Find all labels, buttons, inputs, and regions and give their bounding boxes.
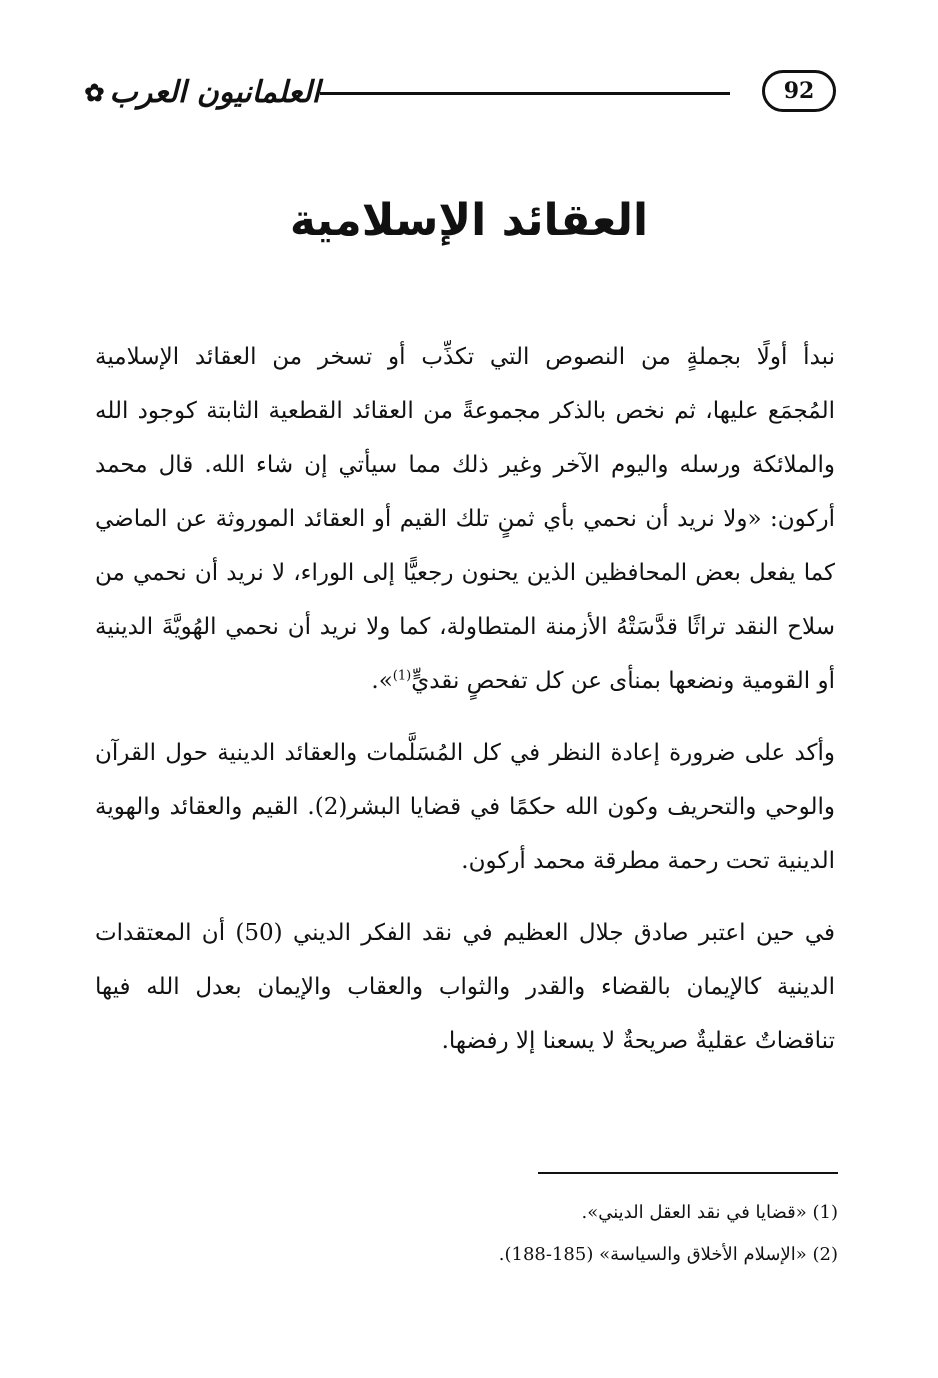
footnote-ref-1: (1) [392,668,412,684]
text-line: نبدأ أولًا بجملةٍ من النصوص التي تكذِّب أو تسخر من العقائد الإسلامية [95,344,835,370]
page-number: 92 [762,70,836,112]
paragraph-3 [95,906,835,1068]
text-line: في حين اعتبر صادق جلال العظيم في نقد الفكر الديني (50) أن المعتقدات [95,920,835,946]
text-fragment: أو القومية ونضعها بمنأى عن كل تفحصٍ نقديٍّ [411,668,835,694]
page-header [80,62,850,122]
header-rule [320,92,730,95]
footnote-2: (2) «الإسلام الأخلاق والسياسة» (185-188). [498,1244,838,1265]
text-line: والملائكة ورسله واليوم الآخر وغير ذلك مما سيأتي إن شاء الله. قال محمد [95,452,835,478]
text-line: المُجمَع عليها، ثم نخص بالذكر مجموعةً من العقائد القطعية الثابتة كوجود الله [95,398,835,424]
text-line: وأكد على ضرورة إعادة النظر في كل المُسَلَّمات والعقائد الدينية حول القرآن [95,740,835,766]
floral-ornament-icon: ✿ [84,77,104,107]
text-line: سلاح النقد تراثًا قدَّسَتْهُ الأزمنة المتطاولة، كما ولا نريد أن نحمي الهُويَّةَ الدينية [95,614,835,640]
text-line-last [95,654,835,708]
chapter-title: العقائد الإسلامية [289,195,649,246]
running-title-text: العلمانيون العرب [109,74,320,110]
footnotes [98,1192,838,1276]
quote-close: ». [371,668,393,694]
text-line: الدينية كالإيمان بالقضاء والقدر والثواب والعقاب والإيمان بعدل الله فيها [95,974,835,1000]
text-line: أركون: «ولا نريد أن نحمي بأي ثمنٍ تلك القيم أو العقائد الموروثة عن الماضي [95,506,835,532]
text-line-last: الدينية تحت رحمة مطرقة محمد أركون. [461,848,835,874]
footnote-1: (1) «قضايا في نقد العقل الديني». [581,1202,838,1223]
body-text [95,330,835,1068]
paragraph-2 [95,726,835,888]
text-line-last: تناقضاتٌ عقليةٌ صريحةٌ لا يسعنا إلا رفضها. [441,1028,835,1054]
text-line: والوحي والتحريف وكون الله حكمًا في قضايا البشر(2). القيم والعقائد والهوية [95,794,835,820]
running-title [80,62,320,122]
paragraph-1 [95,330,835,708]
footnote-rule [538,1172,838,1174]
text-line: كما يفعل بعض المحافظين الذين يحنون رجعيًّا إلى الوراء، لا نريد أن نحمي من [95,560,835,586]
